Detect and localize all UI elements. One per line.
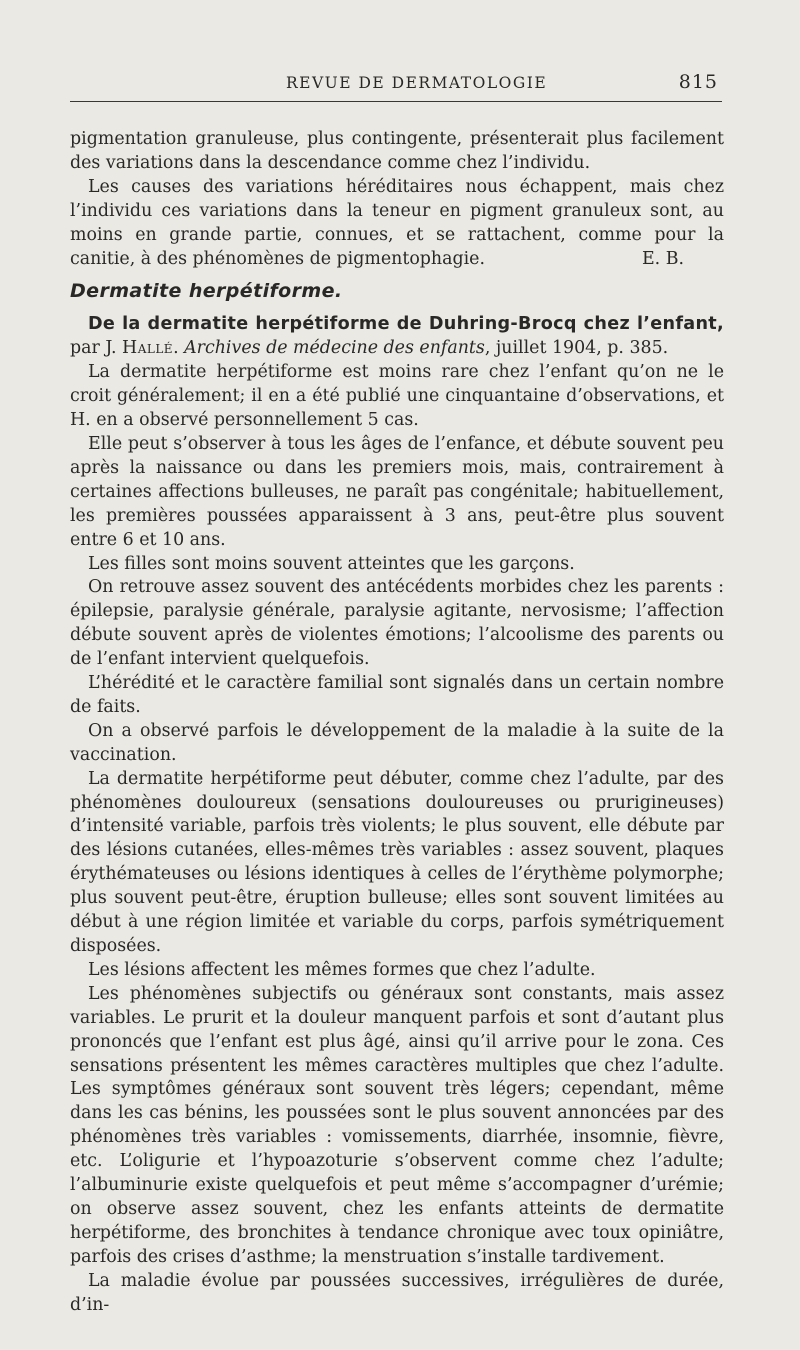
paragraph: pigmentation granuleuse, plus contingente, présenterait plus facilement des variations dans la descendance comme chez l’individu. [70,129,724,173]
paragraph: Les filles sont moins souvent atteintes que les garçons. [88,553,575,574]
paragraph: La maladie évolue par poussées successives, irrégulières de durée, d’in- [70,1270,724,1315]
paragraph: La dermatite herpétiforme est moins rare chez l’enfant qu’on ne le croit généralement; il en a été publié une cinquantaine d’observations, et H. en a observé personnellement 5 cas. [70,362,724,431]
paragraph-text: Les causes des variations héréditaires nous échappent, mais chez l’individu ces variations dans la teneur en pigment granuleux sont, au moins en grande partie, connues, et se rattachent, comme pour la canitie, à des phénomènes de pigmentophagie. [70,176,724,269]
page-number: 815 [678,71,718,93]
paragraph: Les lésions affectent les mêmes formes que chez l’adulte. [88,959,596,980]
article-separator: . [173,338,185,359]
signature: E. B. [641,248,684,269]
paragraph: On retrouve assez souvent des antécédents morbides chez les parents : épilepsie, paralysie générale, paralysie agitante, nervosisme; l’affection débute souvent après de violentes émotions; l’alcoolisme des parents ou de l’enfant intervient quelquefois. [70,577,724,670]
page-header [70,71,720,100]
article-by: par J. [70,338,123,359]
article-citation: , juillet 1904, p. 385. [484,338,669,359]
paragraph: On a observé parfois le développement de la maladie à la suite de la vaccination. [70,720,724,765]
running-title: REVUE DE DERMATOLOGIE [286,74,548,92]
paragraph: L’hérédité et le caractère familial sont signalés dans un certain nombre de faits. [70,673,724,717]
article-author: Hallé [122,338,174,359]
article-journal: Archives de médecine des enfants [184,338,485,359]
article-title: De la dermatite herpétiforme de Duhring-Brocq chez l’enfant, [88,314,724,335]
paragraph: Elle peut s’observer à tous les âges de l’enfance, et débute souvent peu après la naissance ou dans les premiers mois, mais, contrairement à certaines affections bulleuses, ne paraît pas congénitale; habituellement, les premières poussées apparaissent à 3 ans, peut-être plus souvent entre 6 et 10 ans. [70,433,724,550]
paragraph: Les phénomènes subjectifs ou généraux sont constants, mais assez variables. Le prurit et la douleur manquent parfois et sont d’autant plus prononcés que l’enfant est plus âgé, ainsi qu’il arrive pour le zona. Ces sensations présentent les mêmes caractères multiples que chez l’adulte. Les symptômes généraux sont souvent très légers; cependant, même dans les cas bénins, les poussées sont le plus souvent annoncées par des phénomènes très variables : vomissements, diarrhée, insomnie, fièvre, etc. L’oligurie et l’hypoazoturie s’observent comme chez l’adulte; l’albuminurie existe quelquefois et peut même s’accompagner d’urémie; on observe assez souvent, chez les enfants atteints de dermatite herpétiforme, des bronchites à tendance chronique avec toux opiniâtre, parfois des crises d’asthme; la menstruation s’installe tardivement. [70,983,724,1267]
paragraph [70,176,724,272]
section-heading: Dermatite herpétiforme. [70,280,343,303]
header-rule [70,101,722,102]
paragraph: La dermatite herpétiforme peut débuter, comme chez l’adulte, par des phénomènes douloureux (sensations douloureuses ou prurigineuses) d’intensité variable, parfois très violents; le plus souvent, elle débute par des lésions cutanées, elles-mêmes très variables : assez souvent, plaques érythémateuses ou lésions identiques à celles de l’érythème polymorphe; plus souvent peut-être, éruption bulleuse; elles sont souvent limitées au début à une région limitée et variable du corps, parfois symétriquement disposées. [70,768,724,956]
text-body [70,128,724,1318]
article-reference [70,313,724,361]
